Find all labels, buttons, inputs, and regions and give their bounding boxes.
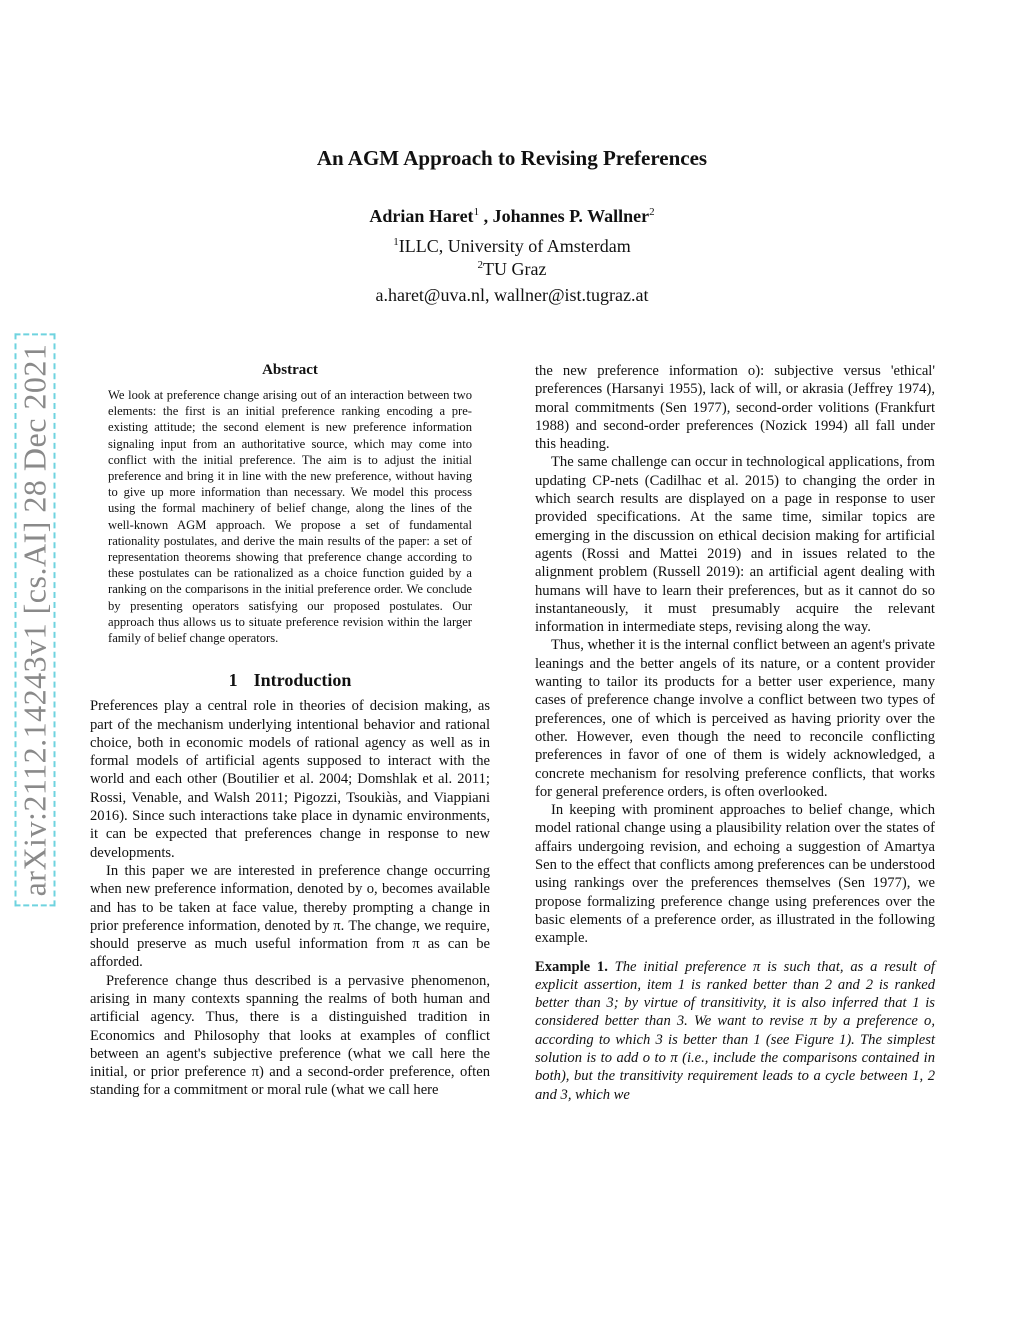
arxiv-sidebar: [0, 330, 70, 910]
abstract-heading: Abstract: [262, 362, 318, 378]
left-column: [90, 362, 490, 1100]
example-label: Example 1.: [535, 958, 608, 975]
affiliation-1-mark: 1: [393, 236, 399, 248]
section-heading: [90, 670, 490, 691]
affiliation-2-text: TU Graz: [483, 259, 547, 279]
paragraph: Thus, whether it is the internal conflict between an agent's private leanings and the better angels of its nature, or a content provider wanting to tailor its products for a better user experience, many cases of preference change involve a conflict between two types of preferences, one of which is perceived as having priority over the other. However, even though the need to reconcile conflicting preferences in favor of one of them is widely acknowledged, a concrete mechanism for resolving preference conflicts, that works for general preference orders, is often overlooked.: [535, 637, 935, 800]
right-column: [535, 362, 935, 1104]
author-1: Adrian Haret: [369, 206, 474, 226]
paragraph: the new preference information o): subjective versus 'ethical' preferences (Harsanyi 1955), lack of will, or akrasia (Jeffrey 1974), moral commitments (Sen 1977), second-order volitions (Frankfurt 1988) and second-order preferences (Nozick 1994) all fall under this heading.: [535, 363, 935, 453]
affiliation-1-text: ILLC, University of Amsterdam: [398, 236, 631, 256]
author-line: [0, 206, 1024, 227]
arxiv-stamp[interactable]: arXiv:2112.14243v1 [cs.AI] 28 Dec 2021: [15, 334, 56, 907]
affiliation-1: [0, 236, 1024, 257]
paragraph: Preference change thus described is a pervasive phenomenon, arising in many contexts spanning the realms of both human and artificial agency. Thus, there is a distinguished tradition in Economics and Philosophy that looks at examples of conflict between an agent's subjective preference (what we call here the initial, or prior preference π) and a second-order preference, often standing for a commitment or moral rule (what we call here: [90, 972, 490, 1099]
author-2-affil-mark: 2: [649, 206, 655, 218]
paragraph: In keeping with prominent approaches to belief change, which model rational change using a plausibility relation over the states of affairs undergoing revision, and echoing a suggestion of Amartya Sen to the effect that conflicts among preferences can be understood using rankings over the preferences themselves (Sen 1977), we propose formalizing preference change using preferences over the basic elements of a preference order, as illustrated in the following example.: [535, 802, 935, 947]
section-number: 1: [228, 670, 238, 691]
author-separator: ,: [479, 206, 493, 226]
author-1-affil-mark: 1: [473, 206, 480, 218]
example-text: The initial preference π is such that, as a result of explicit assertion, item 1 is ranked better than 2 and 2 is ranked better than 3; by virtue of transitivity, it is also inferred that 1 is considered better than 3. We want to revise π by a preference o, according to which 3 is better than 1 (see Figure 1). The simplest solution is to add o to π (i.e., include the comparisons contained in both), but the transitivity requirement leads to a cycle between 1, 2 and 3, which we: [535, 958, 935, 1103]
author-emails[interactable]: a.haret@uva.nl, wallner@ist.tugraz.at: [375, 285, 649, 305]
example-block: [535, 958, 935, 1104]
section-title: Introduction: [253, 670, 352, 691]
affiliation-2-mark: 2: [477, 259, 484, 271]
paragraph: The same challenge can occur in technological applications, from updating CP-nets (Cadilhac et al. 2015) to changing the order in which search results are displayed on a page in response to user provided specifications. At the same time, similar topics are emerging in the discussion on ethical decision making for artificial agents (Rossi and Mattei 2019) and in issues related to the alignment problem (Russell 2019): an artificial agent dealing with humans will have to learn their preferences, but as it cannot do so instantaneously, it must presumably acquire the relevant information in intermediate steps, revising along the way.: [535, 454, 935, 636]
affiliation-2: [0, 259, 1024, 280]
paper-title: An AGM Approach to Revising Preferences: [316, 146, 708, 170]
paragraph: Preferences play a central role in theories of decision making, as part of the mechanism underlying intentional behavior and rational choice, both in economic models of rational agency as well as in formal models of artificial agents supposed to interact with the world and each other (Boutilier et al. 2004; Domshlak et al. 2011; Rossi, Venable, and Walsh 2011; Pigozzi, Tsoukiàs, and Viappiani 2016). Since such interactions take place in dynamic environments, it can be expected that preferences change in response to new developments.: [90, 698, 490, 861]
author-2: Johannes P. Wallner: [492, 206, 650, 226]
paragraph: In this paper we are interested in preference change occurring when new preference information, denoted by o, becomes available and has to be taken at face value, thereby prompting a change in prior preference information, denoted by π. The change, we require, should preserve as much useful information from π as can be afforded.: [90, 862, 490, 971]
abstract-text: We look at preference change arising out of an interaction between two elements: the first is an initial preference ranking encoding a pre-existing attitude; the second element is new preference information signaling input from an authoritative source, which may come into conflict with the initial preference. The aim is to adjust the initial preference and bring it in line with the new preference, without having to give up more information than necessary. We model this process using the formal machinery of belief change, along the lines of the well-known AGM approach. We propose a set of fundamental rationality postulates, and derive the main results of the paper: a set of representation theorems showing that preference change according to these postulates can be rationalized as a choice function guided by a ranking on the comparisons in the initial preference order. We conclude by presenting operators satisfying our proposed postulates. Our approach thus allows us to situate preference revision within the larger family of belief change operators.: [108, 388, 472, 646]
